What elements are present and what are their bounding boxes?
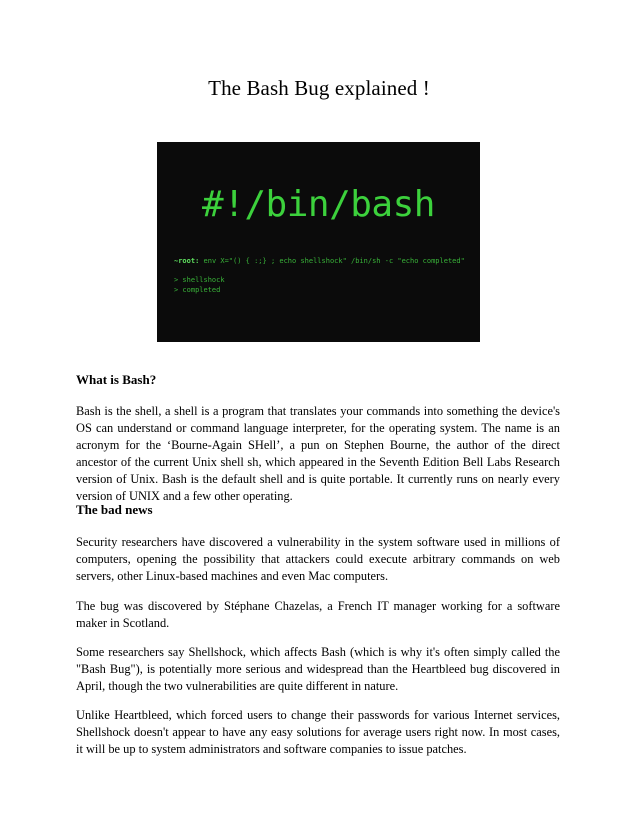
terminal-image <box>157 142 480 342</box>
terminal-output-1: > shellshock <box>174 276 225 284</box>
paragraph-bad-news-2: The bug was discovered by Stéphane Chazelas, a French IT manager working for a software maker in Scotland. <box>76 599 560 630</box>
paragraph-bad-news-3: Some researchers say Shellshock, which affects Bash (which is why it's often simply called the "Bash Bug"), is potentially more serious and widespread than the Heartbleed bug discovered in April, though the two vulnerabilities are quite different in nature. <box>76 645 560 693</box>
terminal-command-line <box>174 257 465 265</box>
paragraph-bad-news-4: Unlike Heartbleed, which forced users to change their passwords for various Internet services, Shellshock doesn't appear to have any easy solutions for average users right now. In most cases, it will be up to system administrators and software companies to issue patches. <box>76 708 560 756</box>
terminal-output-2: > completed <box>174 286 221 294</box>
section-heading-bad-news: The bad news <box>76 502 153 517</box>
terminal-shebang: #!/bin/bash <box>202 184 435 225</box>
paragraph-bad-news-1: Security researchers have discovered a vulnerability in the system software used in millions of computers, opening the possibility that attackers could execute arbitrary commands on web servers, other Linux-based machines and even Mac computers. <box>76 535 560 583</box>
section-heading-what-is-bash: What is Bash? <box>76 372 157 387</box>
terminal-prompt: ~root: <box>174 257 200 265</box>
page-title: The Bash Bug explained ! <box>208 76 430 100</box>
terminal-command: env X="() { :;} ; echo shellshock" /bin/sh -c "echo completed" <box>199 257 465 265</box>
paragraph-what-is-bash: Bash is the shell, a shell is a program that translates your commands into something the device's OS can understand or command language interpreter, for the operating system. The name is an acronym for the ‘Bourne-Again SHell’, a pun on Stephen Bourne, the author of the direct ancestor of the current Unix shell sh, which appeared in the Seventh Edition Bell Labs Research version of Unix. Bash is the default shell and is quite portable. It currently runs on nearly every version of UNIX and a few other operating. <box>76 404 560 503</box>
